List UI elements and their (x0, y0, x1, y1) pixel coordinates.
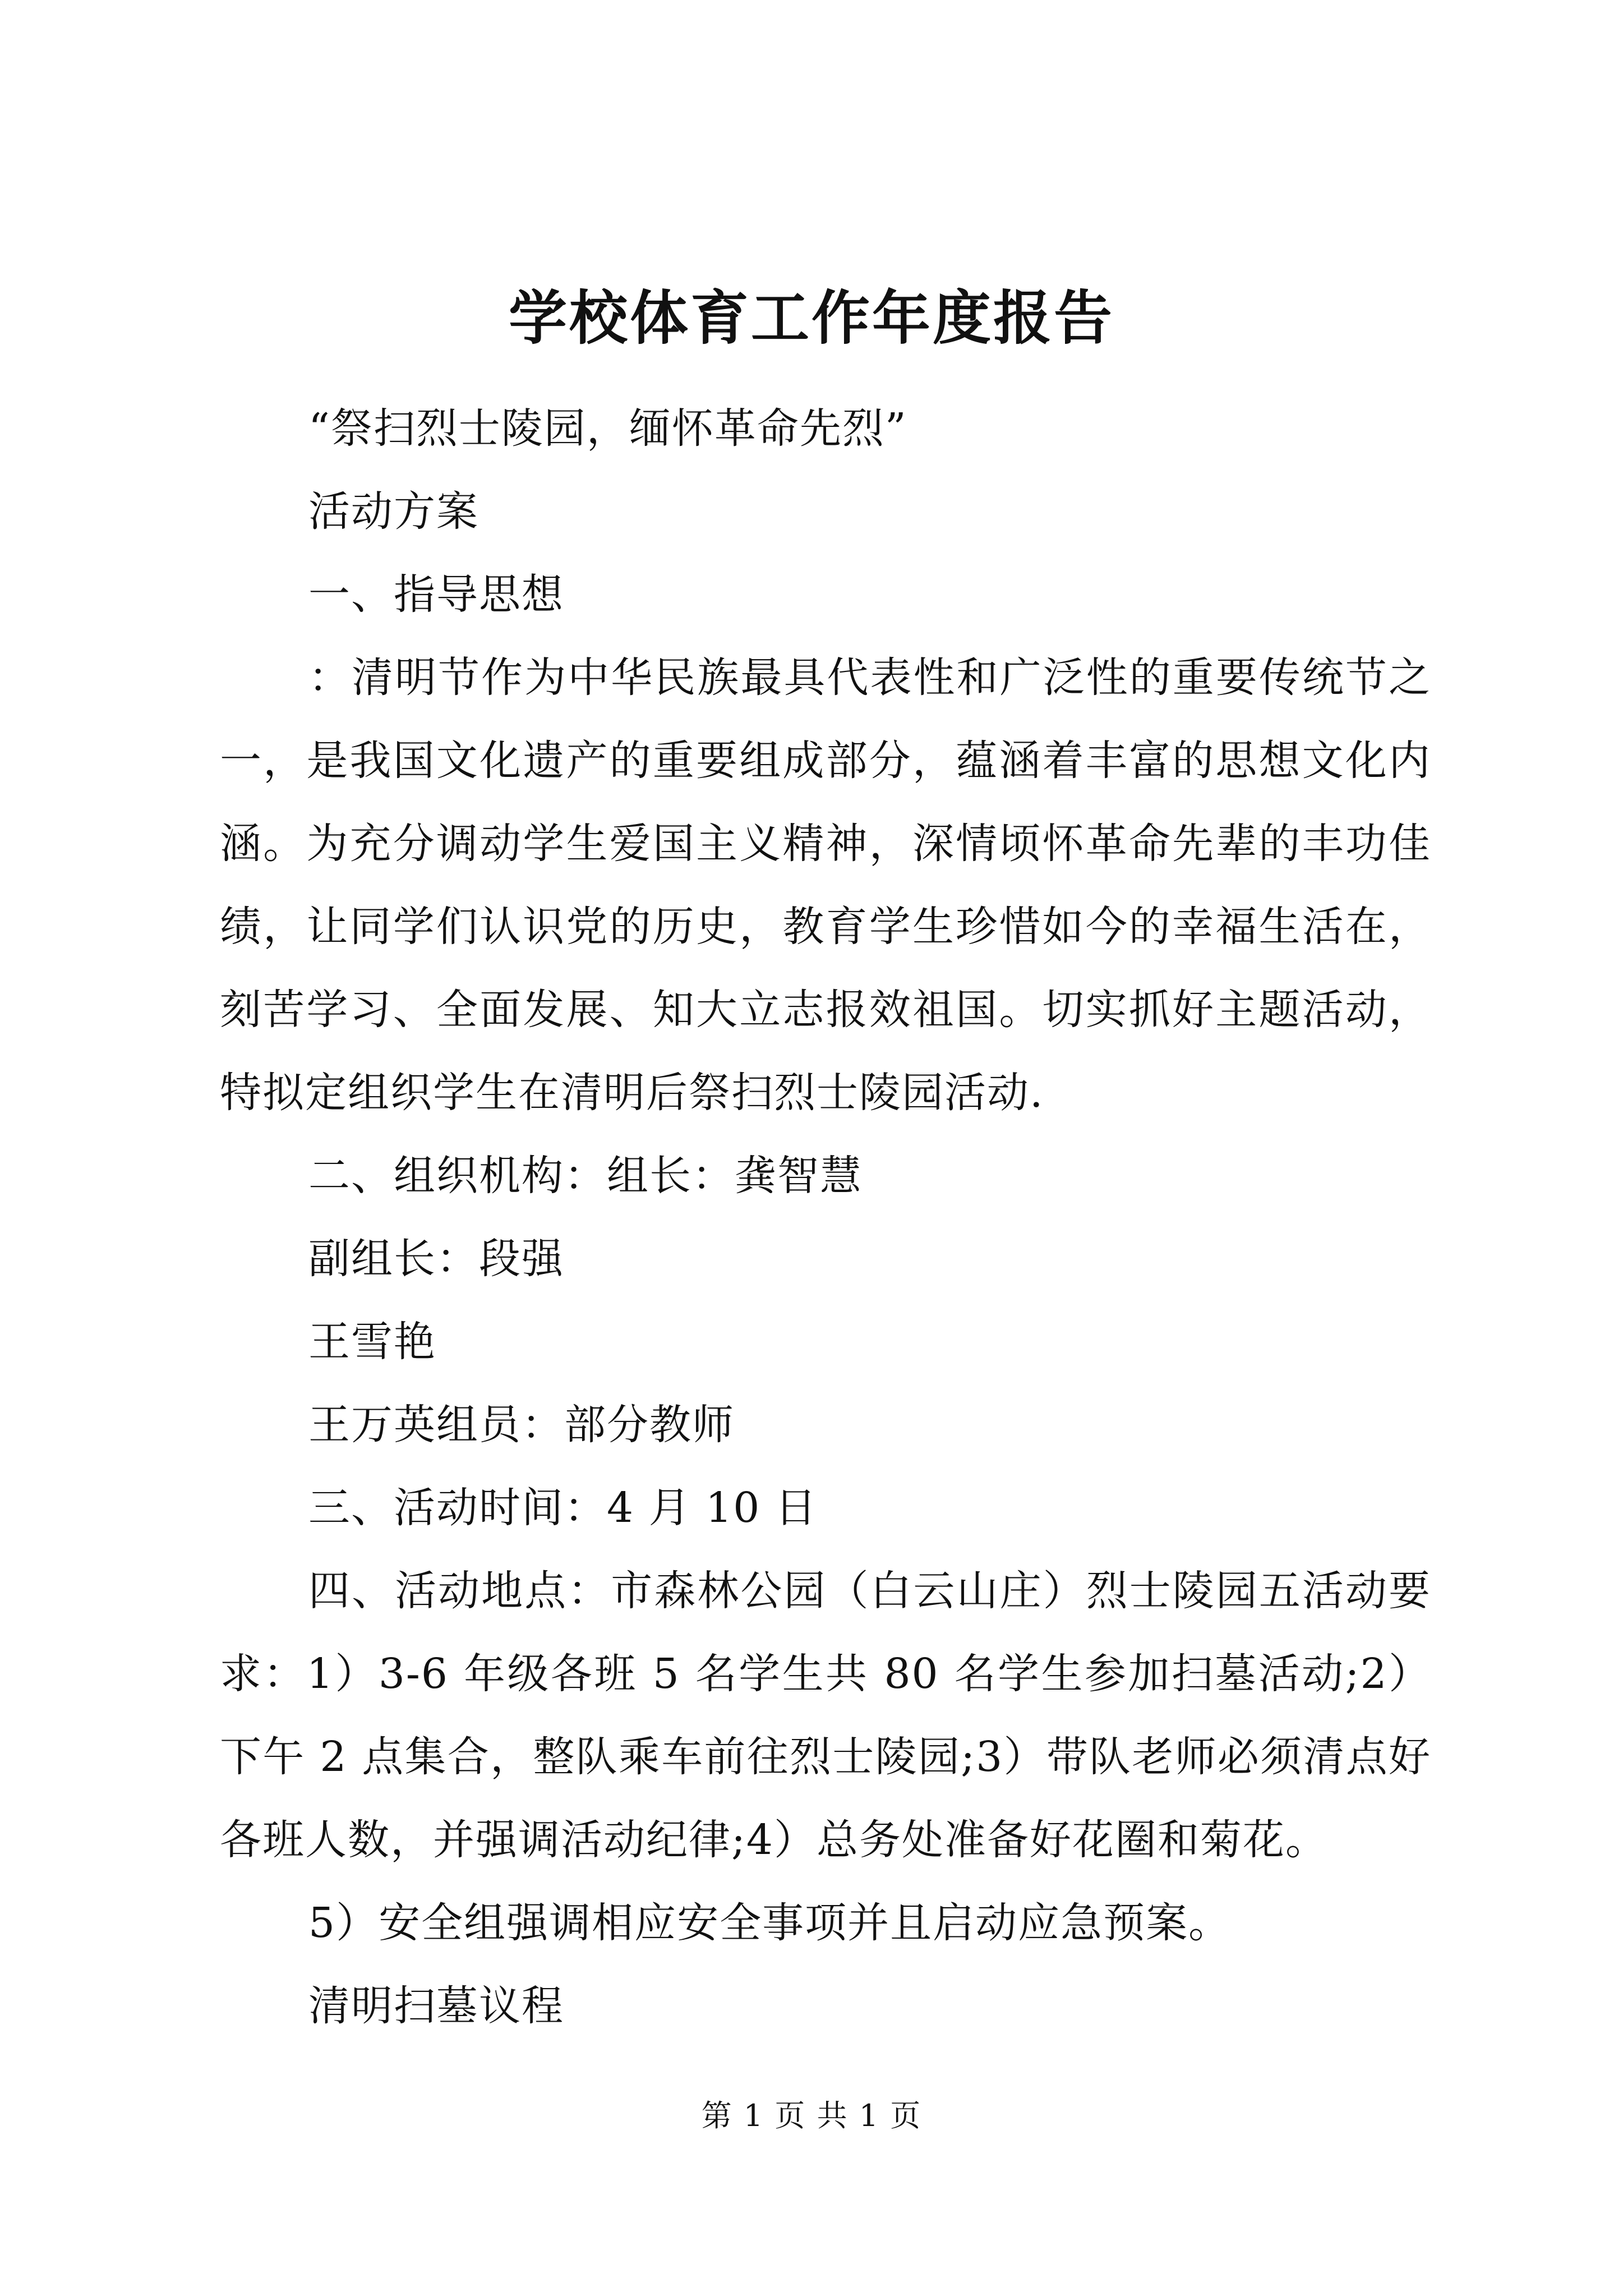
document-body (220, 387, 1431, 2047)
paragraph-member-name: 王雪艳 (308, 1318, 436, 1366)
paragraph-activity-location-requirements: 四、活动地点：市森林公园（白云山庄）烈士陵园五活动要求：1）3-6 年级各班 5 名学生共 80 名学生参加扫墓活动;2）下午 2 点集合，整队乘车前往烈士陵园;3）带队老师必须清点好各班人数，并强调活动纪律;4）总务处准备好花圈和菊花。 (220, 1567, 1431, 1864)
page-footer: 第 1 页 共 1 页 (701, 2098, 922, 2133)
paragraph-slogan: “祭扫烈士陵园，缅怀革命先烈” (308, 404, 907, 453)
paragraph-agenda-heading: 清明扫墓议程 (308, 1982, 564, 2030)
paragraph-safety-requirement: 5）安全组强调相应安全事项并且启动应急预案。 (308, 1899, 1232, 1947)
paragraph-deputy-leader: 副组长：段强 (308, 1235, 564, 1283)
section-heading-guiding-thought: 一、指导思想 (308, 570, 564, 619)
paragraph-guiding-thought: ：清明节作为中华民族最具代表性和广泛性的重要传统节之一，是我国文化遗产的重要组成部分，蕴涵着丰富的思想文化内涵。为充分调动学生爱国主义精神，深情顷怀革命先辈的丰功佳绩，让同学们认识党的历史，教育学生珍惜如今的幸福生活在，刻苦学习、全面发展、知大立志报效祖国。切实抓好主题活动，特拟定组织学生在清明后祭扫烈士陵园活动. (220, 654, 1431, 1117)
paragraph-plan-heading: 活动方案 (308, 487, 479, 536)
paragraph-members: 王万英组员：部分教师 (308, 1401, 735, 1449)
section-heading-activity-time: 三、活动时间：4 月 10 日 (308, 1484, 818, 1532)
section-heading-organization: 二、组织机构：组长：龚智慧 (308, 1152, 863, 1200)
document-title: 学校体育工作年度报告 (508, 283, 1114, 352)
